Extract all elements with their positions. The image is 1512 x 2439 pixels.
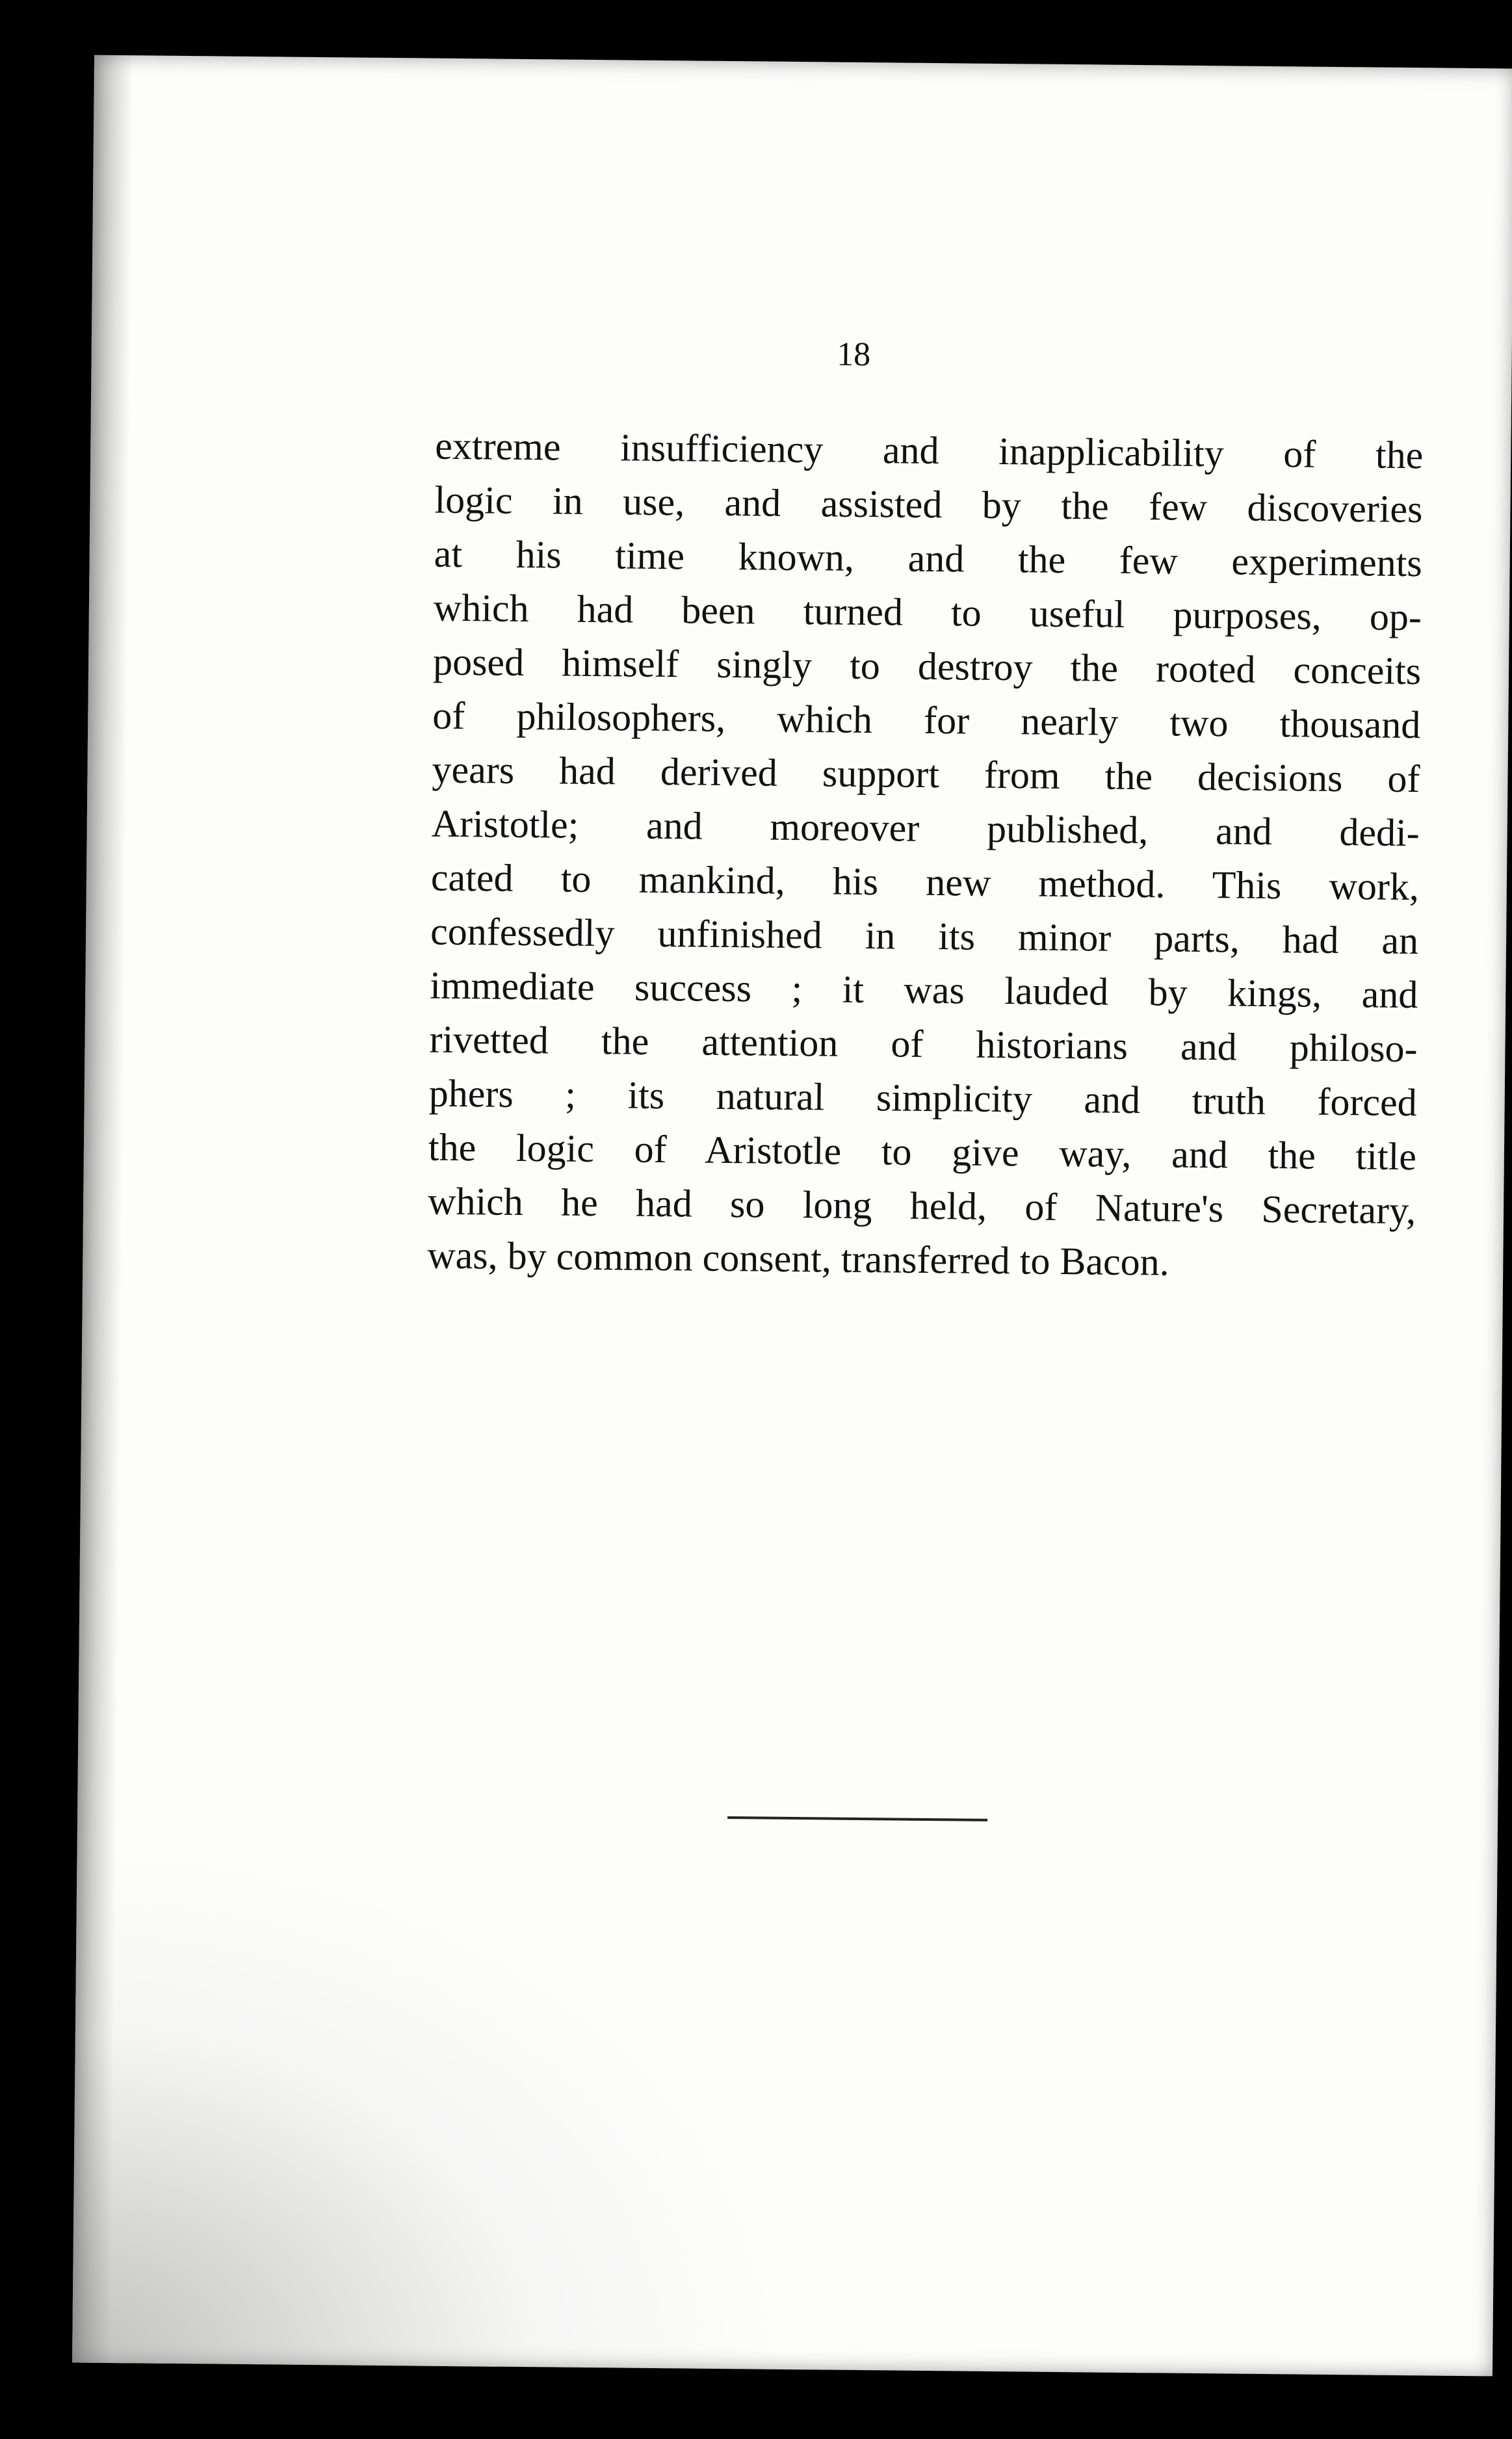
text-line: posed himself singly to destroy the rooted conceits: [432, 640, 1422, 693]
text-line: which had been turned to useful purposes, op-: [433, 586, 1422, 639]
text-line: at his time known, and the few experiments: [434, 532, 1422, 585]
text-line: immediate success ; it was lauded by kings, and: [430, 963, 1418, 1017]
text-line: confessedly unfinished in its minor parts, had an: [430, 909, 1419, 963]
text-line: the logic of Aristotle to give way, and the title: [428, 1125, 1417, 1179]
text-line: extreme insufficiency and inapplicability of the: [435, 424, 1424, 477]
book-page: [72, 55, 1512, 2377]
text-line: of philosophers, which for nearly two thousand: [432, 694, 1421, 747]
text-line: years had derived support from the decisions of: [432, 748, 1420, 801]
text-line: cated to mankind, his new method. This work,: [430, 855, 1420, 909]
text-line: phers ; its natural simplicity and truth forced: [428, 1071, 1418, 1125]
text-line: rivetted the attention of historians and philoso-: [429, 1017, 1418, 1071]
body-paragraph: [427, 419, 1424, 1292]
section-divider: [727, 1816, 987, 1821]
text-line: Aristotle; and moreover published, and dedi-: [431, 802, 1420, 855]
page-number: 18: [836, 335, 871, 374]
text-line: which he had so long held, of Nature's Secretary,: [427, 1179, 1416, 1233]
text-line: was, by common consent, transferred to Bacon.: [427, 1233, 1170, 1284]
text-line: logic in use, and assisted by the few discoveries: [434, 478, 1423, 531]
